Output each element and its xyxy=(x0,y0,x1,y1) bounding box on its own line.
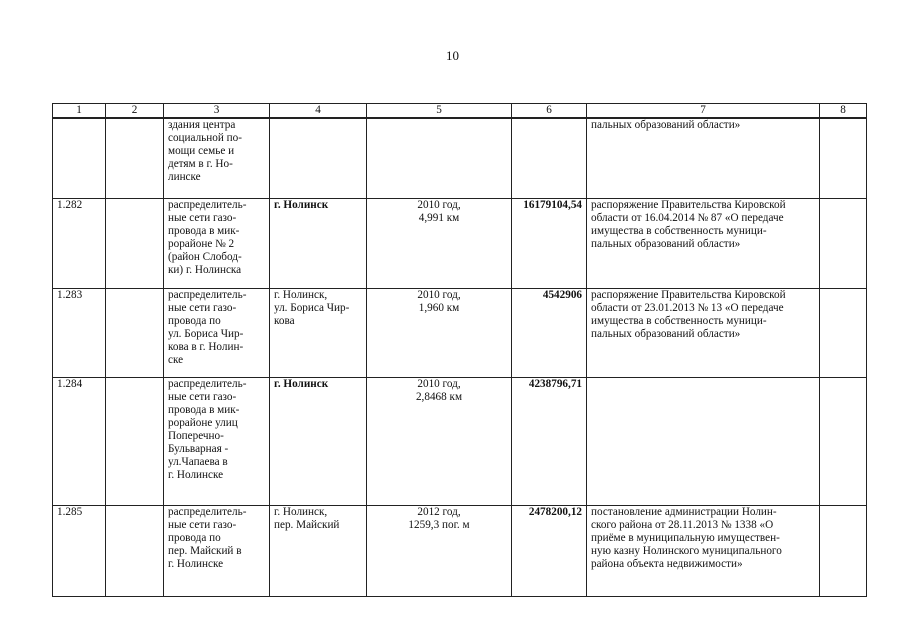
table-row xyxy=(53,377,867,505)
name-line: распределитель- xyxy=(168,505,247,518)
name-line: Поперечно- xyxy=(168,429,224,442)
document-line: области от 16.04.2014 № 87 «О передаче xyxy=(591,211,784,224)
document-line: ского района от 28.11.2013 № 1338 «О xyxy=(591,518,774,531)
property-registry-table xyxy=(52,103,867,597)
cell-year-length xyxy=(367,288,512,377)
table-row xyxy=(53,505,867,596)
name-line: ные сети газо- xyxy=(168,211,237,224)
cell-col2 xyxy=(106,198,164,288)
location-line: г. Нолинск xyxy=(274,198,329,211)
table-row xyxy=(53,288,867,377)
header-row xyxy=(53,104,867,119)
info-line: 2,8468 км xyxy=(415,390,463,403)
info-line: 2010 год, xyxy=(417,377,461,390)
name-line: г. Нолинске xyxy=(168,557,224,570)
cell-location xyxy=(270,118,367,198)
info-line: 2012 год, xyxy=(417,505,461,518)
column-header-7: 7 xyxy=(587,104,820,119)
cell-year-length xyxy=(367,118,512,198)
column-header-1: 1 xyxy=(53,104,106,119)
cell-object-name xyxy=(164,288,270,377)
cell-object-name xyxy=(164,118,270,198)
cell-location xyxy=(270,288,367,377)
cell-location xyxy=(270,198,367,288)
document-line: ную казну Нолинского муниципального xyxy=(591,544,782,557)
name-line: ске xyxy=(168,353,184,366)
info-line: 1,960 км xyxy=(418,301,460,314)
cell-col8 xyxy=(820,288,867,377)
document-line: пальных образований области» xyxy=(591,237,741,250)
name-line: рорайоне улиц xyxy=(168,416,238,429)
name-line: г. Нолинске xyxy=(168,468,224,481)
cell-document xyxy=(587,505,820,596)
name-line: социальной по- xyxy=(168,132,242,144)
cell-document xyxy=(587,198,820,288)
name-line: рорайоне № 2 xyxy=(168,237,235,250)
document-line: распоряжение Правительства Кировской xyxy=(591,198,786,211)
cell-year-length xyxy=(367,198,512,288)
page-number: 10 xyxy=(446,48,459,63)
cell-location xyxy=(270,377,367,505)
cell-cost: 2478200,12 xyxy=(512,505,587,596)
cell-number: 1.282 xyxy=(53,198,106,288)
cell-col2 xyxy=(106,377,164,505)
cell-object-name xyxy=(164,198,270,288)
name-line: провода по xyxy=(168,531,221,544)
name-line: ки) г. Нолинска xyxy=(168,263,242,276)
info-line: 2010 год, xyxy=(417,198,461,211)
name-line: здания центра xyxy=(168,119,236,131)
name-line: распределитель- xyxy=(168,198,247,211)
document-line: пальных образований области» xyxy=(591,119,741,131)
cell-object-name xyxy=(164,377,270,505)
cell-col8 xyxy=(820,505,867,596)
name-line: провода в мик- xyxy=(168,403,240,416)
cell-col2 xyxy=(106,505,164,596)
cell-col8 xyxy=(820,198,867,288)
cell-year-length xyxy=(367,377,512,505)
table-row-continuation xyxy=(53,118,867,198)
column-header-3: 3 xyxy=(164,104,270,119)
cell-cost: 4542906 xyxy=(512,288,587,377)
name-line: пер. Майский в xyxy=(168,544,242,557)
info-line: 4,991 км xyxy=(418,211,460,224)
document-line: приёме в муниципальную имуществен- xyxy=(591,531,780,544)
name-line: ул. Бориса Чир- xyxy=(168,327,244,340)
name-line: кова в г. Нолин- xyxy=(168,340,244,353)
name-line: ные сети газо- xyxy=(168,518,237,531)
name-line: Бульварная - xyxy=(168,442,229,455)
cell-col2 xyxy=(106,288,164,377)
document-line: постановление администрации Нолин- xyxy=(591,505,777,518)
cell-document xyxy=(587,288,820,377)
cell-document xyxy=(587,118,820,198)
name-line: провода по xyxy=(168,314,221,327)
cell-cost: 4238796,71 xyxy=(512,377,587,505)
document-line: пальных образований области» xyxy=(591,327,741,340)
name-line: мощи семье и xyxy=(168,145,235,157)
cell-object-name xyxy=(164,505,270,596)
name-line: ные сети газо- xyxy=(168,301,237,314)
column-header-8: 8 xyxy=(820,104,867,119)
column-header-4: 4 xyxy=(270,104,367,119)
cell-number xyxy=(53,118,106,198)
location-line: кова xyxy=(274,314,295,327)
document-line: имущества в собственность муници- xyxy=(591,314,767,327)
name-line: ул.Чапаева в xyxy=(168,455,228,468)
name-line: детям в г. Но- xyxy=(168,158,233,170)
name-line: ные сети газо- xyxy=(168,390,237,403)
column-header-5: 5 xyxy=(367,104,512,119)
location-line: ул. Бориса Чир- xyxy=(274,301,350,314)
location-line: г. Нолинск, xyxy=(274,505,328,518)
cell-document xyxy=(587,377,820,505)
name-line: линске xyxy=(168,171,201,183)
info-line: 2010 год, xyxy=(417,288,461,301)
name-line: распределитель- xyxy=(168,288,247,301)
name-line: распределитель- xyxy=(168,377,247,390)
location-line: г. Нолинск, xyxy=(274,288,328,301)
column-header-2: 2 xyxy=(106,104,164,119)
cell-col8 xyxy=(820,377,867,505)
cell-location xyxy=(270,505,367,596)
cell-number: 1.285 xyxy=(53,505,106,596)
cell-number: 1.284 xyxy=(53,377,106,505)
cell-cost xyxy=(512,118,587,198)
info-line: 1259,3 пог. м xyxy=(408,518,470,531)
cell-col8 xyxy=(820,118,867,198)
name-line: (район Слобод- xyxy=(168,250,242,263)
cell-cost: 16179104,54 xyxy=(512,198,587,288)
name-line: провода в мик- xyxy=(168,224,240,237)
document-line: имущества в собственность муници- xyxy=(591,224,767,237)
cell-number: 1.283 xyxy=(53,288,106,377)
location-line: г. Нолинск xyxy=(274,377,329,390)
document-line: распоряжение Правительства Кировской xyxy=(591,288,786,301)
cell-year-length xyxy=(367,505,512,596)
document-line: области от 23.01.2013 № 13 «О передаче xyxy=(591,301,784,314)
location-line: пер. Майский xyxy=(274,518,340,531)
table-row xyxy=(53,198,867,288)
document-line: района объекта недвижимости» xyxy=(591,557,743,570)
cell-col2 xyxy=(106,118,164,198)
column-header-6: 6 xyxy=(512,104,587,119)
